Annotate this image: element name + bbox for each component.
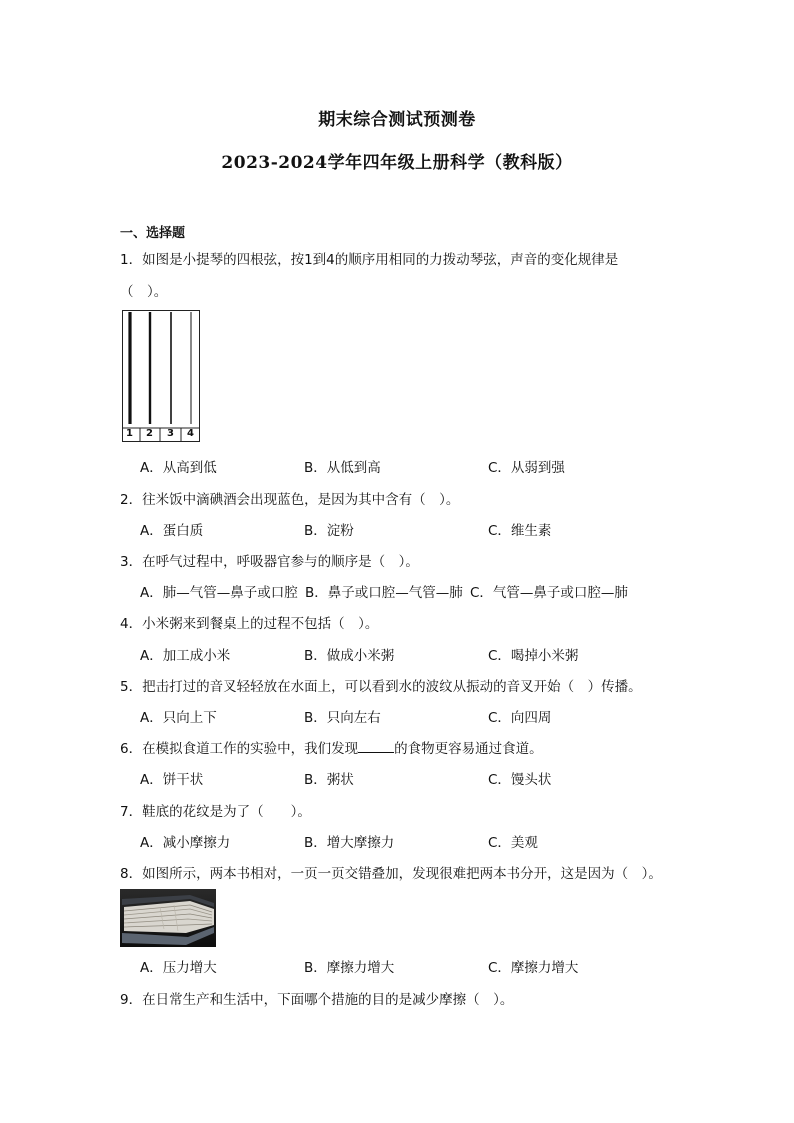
option-a[interactable]: A．只向上下 [140,710,217,726]
exam-subtitle: 2023-2024学年四年级上册科学（教科版） [221,153,573,173]
option-a[interactable]: A．压力增大 [140,960,217,976]
question-9-text: 9．在日常生产和生活中，下面哪个措施的目的是减少摩擦（ ）。 [120,992,514,1008]
question-1-text: 1．如图是小提琴的四根弦，按1到4的顺序用相同的力拨动琴弦，声音的变化规律是 [120,252,619,268]
string-label-2: 2 [146,428,153,439]
option-a[interactable]: A．饼干状 [140,772,204,788]
option-c[interactable]: C．摩擦力增大 [488,960,579,976]
option-b[interactable]: B．粥状 [304,772,354,788]
question-7-text: 7．鞋底的花纹是为了（ ）。 [120,804,311,820]
question-5-text: 5．把击打过的音叉轻轻放在水面上，可以看到水的波纹从振动的音叉开始（ ）传播。 [120,679,642,695]
option-c[interactable]: C．馒头状 [488,772,552,788]
string-label-3: 3 [167,428,174,439]
section-heading: 一、选择题 [120,226,186,241]
option-a[interactable]: A．减小摩擦力 [140,835,231,851]
question-6-text-before: 6．在模拟食道工作的实验中，我们发现 [120,741,359,757]
option-a[interactable]: A．从高到低 [140,460,217,476]
option-c[interactable]: C．美观 [488,835,538,851]
option-b[interactable]: B．摩擦力增大 [304,960,395,976]
exam-title: 期末综合测试预测卷 [318,110,476,130]
question-6-text [120,737,543,757]
question-8-text: 8．如图所示，两本书相对，一页一页交错叠加，发现很难把两本书分开，这是因为（ ）。 [120,866,662,882]
string-label-4: 4 [187,428,194,439]
option-c[interactable]: C．气管—鼻子或口腔—肺 [470,585,628,601]
option-b[interactable]: B．鼻子或口腔—气管—肺 [305,585,463,601]
question-3-text: 3．在呼气过程中，呼吸器官参与的顺序是（ ）。 [120,554,419,570]
books-image [120,889,216,947]
interleaved-books-photo [120,889,216,947]
option-a[interactable]: A．肺—气管—鼻子或口腔 [140,585,298,601]
option-b[interactable]: B．淀粉 [304,523,354,539]
string-label-1: 1 [126,428,133,439]
option-c[interactable]: C．向四周 [488,710,552,726]
answer-blank[interactable] [358,740,394,753]
option-c[interactable]: C．维生素 [488,523,552,539]
violin-strings-figure [122,310,200,442]
option-b[interactable]: B．只向左右 [304,710,381,726]
question-6-text-after: 的食物更容易通过食道。 [394,741,543,757]
option-c[interactable]: C．喝掉小米粥 [488,648,579,664]
option-b[interactable]: B．增大摩擦力 [304,835,395,851]
question-1-paren: （ ）。 [120,284,168,300]
option-a[interactable]: A．加工成小米 [140,648,231,664]
violin-strings-diagram [122,310,200,442]
question-2-text: 2．往米饭中滴碘酒会出现蓝色，是因为其中含有（ ）。 [120,492,460,508]
question-4-text: 4．小米粥来到餐桌上的过程不包括（ ）。 [120,616,379,632]
option-a[interactable]: A．蛋白质 [140,523,204,539]
option-b[interactable]: B．做成小米粥 [304,648,395,664]
option-b[interactable]: B．从低到高 [304,460,381,476]
option-c[interactable]: C．从弱到强 [488,460,565,476]
